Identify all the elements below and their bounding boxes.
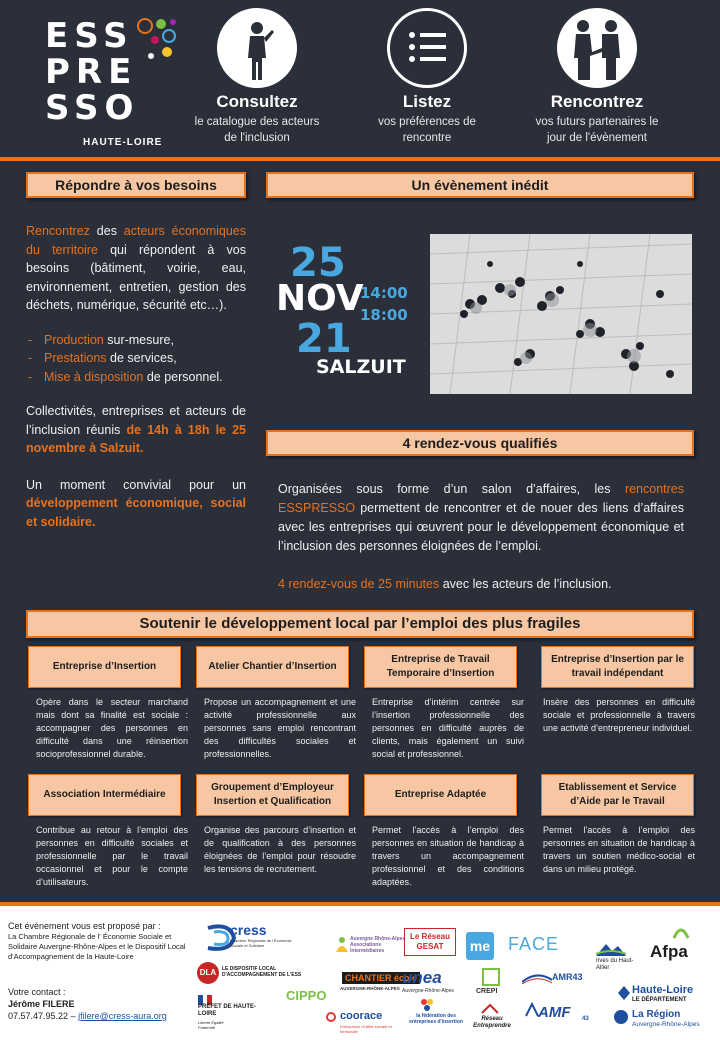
step-consult [172, 8, 342, 146]
gesat-logo: Le Réseau GESAT [404, 928, 456, 956]
structure-title [28, 774, 181, 816]
structure-description: Opère dans le secteur marchand mais dont sa finalité est sociale : accompagner des personnes en difficulté dans une réinsertion socioprofessionnel durable. [36, 697, 188, 759]
unea-subtitle: Auvergne-Rhône-Alpes [402, 988, 454, 994]
highlight: Rencontrez [26, 224, 90, 238]
person-reading-icon [217, 8, 297, 88]
logo-line-1: ESS [45, 16, 134, 56]
crepi-logo: CREPI [476, 988, 498, 995]
coorace-icon [326, 1012, 336, 1022]
reseau-icon [480, 1002, 500, 1014]
footer [0, 906, 720, 1040]
haute-loire-icon [618, 986, 630, 1000]
people-icon [334, 936, 350, 952]
federation-icon [420, 998, 434, 1012]
highlight: 4 rendez-vous de 25 minutes [278, 577, 440, 591]
list-item [26, 349, 246, 368]
federation-logo: la fédération des entreprises d'insertion [409, 1013, 463, 1025]
section-title: Répondre à vos besoins [55, 177, 217, 193]
step-list [342, 8, 512, 146]
coorace-logo: coorace [340, 1010, 383, 1022]
section-bar-needs [26, 172, 246, 198]
list-item [26, 368, 246, 387]
structure-title-text: Entreprise Adaptée [394, 789, 487, 800]
amr-swoosh-icon [522, 970, 552, 986]
structure-description: Insère des personnes en difficulté sociale et professionnelle à travers une activité d’entrepreneur individuel. [543, 697, 695, 733]
header [0, 0, 720, 158]
event-time-end: 18:00 [360, 306, 408, 324]
step-desc-line: le catalogue des acteurs [194, 116, 320, 128]
highlight: Prestations [44, 351, 107, 365]
highlight: de 14h à 18h le 25 novembre à Salzuit. [26, 422, 247, 455]
amf-logo: AMF [538, 1004, 571, 1021]
afpa-icon [672, 924, 690, 940]
contact-block [8, 986, 167, 1022]
cress-logo: cress [230, 922, 267, 938]
section-title: Un évènement inédit [411, 177, 549, 193]
organisers-text [8, 920, 193, 962]
region-logo: La Région [632, 1009, 681, 1020]
needs-paragraph-1 [26, 222, 246, 315]
needs-list [26, 331, 246, 387]
logo-line-3: SSO [45, 88, 140, 128]
step-title: Rencontrez [550, 92, 644, 111]
coorace-subtitle: Entreprises d'utilité sociale et territoriale [340, 1024, 392, 1034]
step-title: Consultez [216, 92, 298, 111]
text: Organisées sous forme d’un salon d’affaires, les [278, 482, 625, 496]
unea-logo: unea [402, 968, 442, 987]
event-photo [430, 234, 692, 394]
header-divider [0, 157, 720, 161]
chantier-ecole-logo: CHANTIER école [342, 972, 420, 984]
me-logo: me [466, 932, 494, 960]
step-desc [342, 114, 512, 146]
structure-title [28, 646, 181, 688]
cress-subtitle: Chambre Régionale de l'Économie Sociale et Solidaire [230, 938, 292, 948]
logo-bubbles-icon [133, 16, 177, 66]
structure-title-text: Etablissement et Service d’Aide par le Travail [558, 782, 677, 807]
event-day: 25 [290, 240, 346, 286]
highlight: développement économique, social et solidaire. [26, 496, 246, 529]
section-bar-support [26, 610, 694, 638]
face-logo: FACE [508, 934, 560, 954]
text: Un moment convivial pour un [26, 477, 246, 492]
cippo-logo: CIPPO [286, 988, 327, 1003]
event-month: NOV [276, 278, 364, 319]
step-desc-line: vos préférences de [378, 116, 476, 128]
contact-email-link[interactable]: jfilere@cress-aura.org [78, 1011, 167, 1021]
list-item [26, 331, 246, 350]
list-icon [387, 8, 467, 88]
structure-description: Entreprise d’intérim centrée sur l’insertion professionnelle des personnes en difficulté auprès de clients, mais également un suivi social et professionnel. [372, 697, 524, 759]
text: Collectivités, entreprises et acteurs de l’inclusion réunis [26, 404, 246, 437]
highlight: Mise à disposition [44, 369, 144, 384]
afpa-logo: Afpa [650, 942, 688, 961]
structure-description: Contribue au retour à l’emploi des personnes en difficulté sociales et professionnelle par le travail occasionnel et pour le compte d’utilisateurs. [36, 825, 188, 887]
reseau-entreprendre-logo: Réseau Entreprendre [473, 1016, 511, 1029]
step-desc [512, 114, 682, 146]
meetings-paragraph-1 [278, 480, 684, 556]
section-bar-meetings [266, 430, 694, 456]
meetings-paragraph-2 [278, 575, 684, 594]
step-title: Listez [402, 92, 452, 111]
needs-text [26, 222, 246, 531]
text: des [89, 224, 124, 238]
text: sur-mesure, [103, 332, 174, 347]
crepi-icon [482, 968, 500, 986]
structure-title-text: Entreprise d’Insertion par le travail indépendant [551, 654, 684, 679]
text: qui répondent à vos besoins (bâtiment, voirie, eau, environnement, entretien, gestion des déchets, numérique, sécurité etc…). [26, 242, 246, 312]
amf-number: 43 [582, 1016, 589, 1022]
text: permettent de rencontrer et de nouer des liens d’affaires avec les entreprises qui œuvrent pour le développement économique et l’inclusion des personnes éloignées de l’emploi. [278, 501, 684, 553]
contact-phone: 07.57.47.95.22 – [8, 1011, 76, 1021]
highlight: rencontres ESSPRESSO [278, 482, 684, 515]
structure-title-text: Association Intermédiaire [43, 789, 166, 800]
region-icon [614, 1010, 628, 1024]
meetings-text [278, 480, 684, 594]
structure-description: Permet l’accès à l’emploi des personnes en situation de handicap à travers un soutien médico-social et dans un milieu protégé. [543, 825, 695, 874]
structure-title [541, 774, 694, 816]
needs-paragraph-2 [26, 402, 246, 458]
structure-title [196, 646, 349, 688]
structure-title [364, 774, 517, 816]
step-meet [512, 8, 682, 146]
logo-line-2: PRE [45, 52, 138, 92]
french-flag-icon [198, 992, 212, 1002]
haute-loire-subtitle: LE DÉPARTEMENT [632, 997, 687, 1003]
event-year: 21 [296, 316, 352, 362]
structure-description: Permet l’accès à l’emploi des personnes en situation de handicap à travers un accompagnement professionnel et des conditions adaptées. [372, 825, 524, 887]
rives-haut-allier-logo: rives du Haut-Allier [596, 958, 634, 971]
step-desc-line: rencontre [402, 132, 452, 144]
structure-title [196, 774, 349, 816]
region-subtitle: Auvergne-Rhône-Alpes [632, 1021, 700, 1028]
amr43-logo: AMR43 [552, 972, 583, 982]
dla-logo: DLA [197, 962, 219, 984]
prefet-logo: PRÉFET DE HAUTE-LOIRE [198, 1004, 257, 1017]
contact-line [8, 1010, 167, 1022]
structure-description: Organise des parcours d’insertion et de qualification à des personnes éloignées de l’emploi pour résoudre les tensions de recrutement. [204, 825, 356, 874]
text: avec les acteurs de l’inclusion. [439, 577, 612, 591]
haute-loire-logo: Haute-Loire [632, 984, 694, 996]
event-date [276, 240, 426, 385]
structure-title-text: Atelier Chantier d’Insertion [208, 661, 337, 672]
event-time-start: 14:00 [360, 284, 408, 302]
text: de services, [106, 351, 177, 365]
section-title: Soutenir le développement local par l’emploi des plus fragiles [139, 615, 581, 632]
organisers-lead: Cet évènement vous est proposé par : [8, 921, 161, 931]
structure-title-text: Entreprise de Travail Temporaire d’Insertion [386, 654, 495, 679]
chantier-ecole-subtitle: AUVERGNE-RHÔNE-ALPES [340, 986, 400, 991]
step-desc-line: vos futurs partenaires le [535, 116, 659, 128]
section-title: 4 rendez-vous qualifiés [402, 435, 558, 451]
needs-paragraph-3 [26, 476, 246, 532]
step-desc [172, 114, 342, 146]
structure-title-text: Entreprise d’Insertion [52, 661, 157, 672]
event-place: SALZUIT [316, 356, 406, 378]
contact-name: Jérôme FILERE [8, 999, 75, 1009]
highlight: Production [44, 332, 104, 347]
structure-title [541, 646, 694, 688]
section-bar-event [266, 172, 694, 198]
logo-subtitle: HAUTE-LOIRE [83, 137, 163, 148]
rives-mountain-icon [596, 942, 626, 956]
contact-label: Votre contact : [8, 987, 66, 997]
highlight: acteurs économiques du territoire [26, 224, 246, 257]
structure-description: Propose un accompagnement et une activité professionnelle aux personnes sans emploi rencontrant des difficultés sociales et professionnelles. [204, 697, 356, 759]
step-desc-line: jour de l'évènement [546, 132, 647, 144]
dla-text: LE DISPOSITIF LOCAL D'ACCOMPAGNEMENT DE L'ESS [222, 966, 302, 978]
structure-title [364, 646, 517, 688]
esspresso-logo [45, 18, 175, 153]
handshake-icon [557, 8, 637, 88]
auvergne-ai-logo: Auvergne Rhône-Alpes Associations Intermédiaires [350, 936, 406, 954]
organisers-names: La Chambre Régionale de l' Économie Sociale et Solidaire Auvergne-Rhône-Alpes et le Dispositif Local d'Accompagnement de la Haute-Loire [8, 932, 186, 961]
step-desc-line: de l'inclusion [224, 132, 290, 144]
text: de personnel. [143, 369, 223, 384]
prefet-motto: Liberté Égalité Fraternité [198, 1020, 224, 1030]
structure-title-text: Groupement d’Employeur Insertion et Qualification [211, 782, 334, 807]
